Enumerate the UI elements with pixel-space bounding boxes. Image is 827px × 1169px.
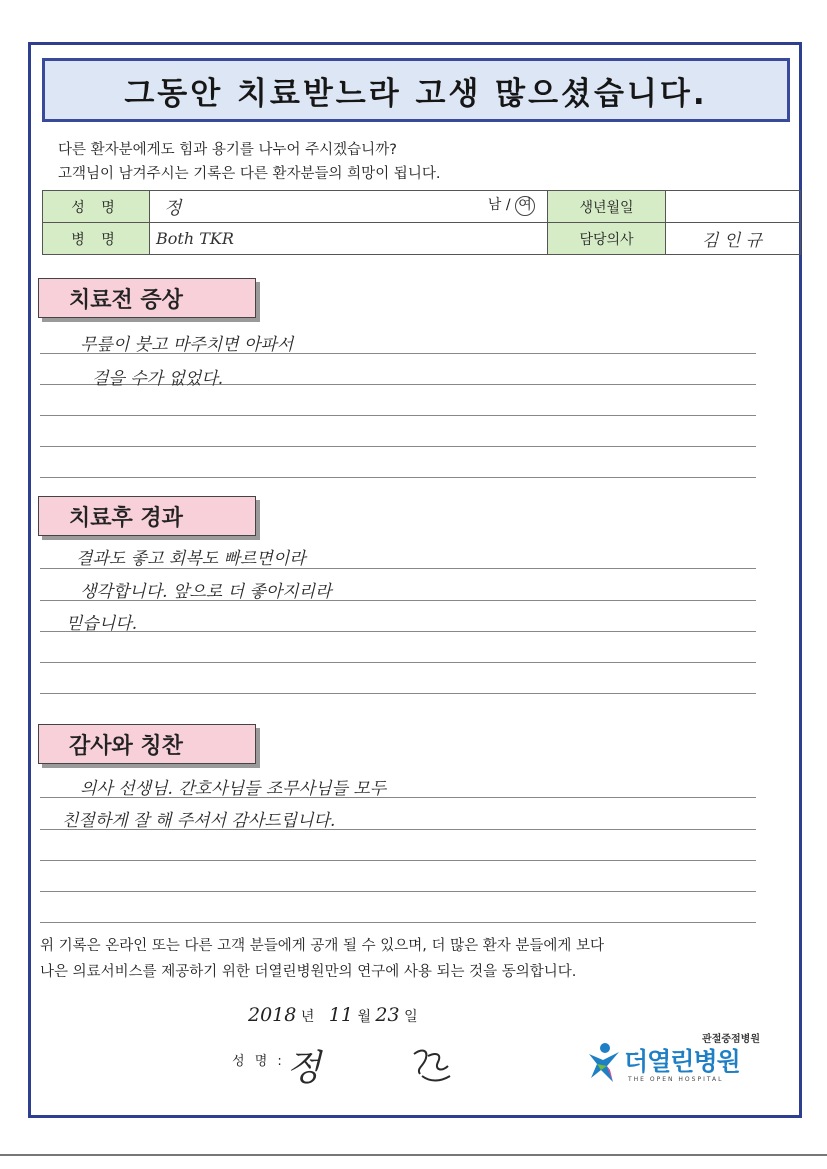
- doctor-label: 담당의사: [548, 223, 666, 255]
- disease-field[interactable]: [150, 223, 548, 255]
- disease-value: Both TKR: [156, 229, 234, 248]
- birth-field[interactable]: [666, 191, 801, 223]
- patient-info-table: [42, 190, 801, 255]
- name-label: 성 명: [43, 191, 150, 223]
- rule-line: [40, 631, 756, 632]
- rule-line: [40, 922, 756, 923]
- person-figure-icon: [586, 1040, 622, 1084]
- gender-female-circled[interactable]: 여: [515, 196, 535, 216]
- rule-line: [40, 662, 756, 663]
- date-year-unit: 년: [300, 1009, 315, 1025]
- date-day-unit: 일: [404, 1009, 418, 1025]
- signature-scribble: [408, 1046, 456, 1086]
- gender-male[interactable]: 남: [487, 196, 502, 213]
- date-month-unit: 월: [357, 1009, 371, 1025]
- rule-line: [40, 446, 756, 447]
- page-bottom-edge: [0, 1154, 827, 1156]
- section-before-label: 치료전 증상: [38, 278, 256, 318]
- signature-label: 성 명 :: [232, 1054, 285, 1069]
- gender-slash: /: [505, 196, 511, 213]
- rule-line: [40, 415, 756, 416]
- intro-line-1: 다른 환자분에게도 힘과 용기를 나누어 주시겠습니까?: [58, 142, 397, 158]
- rule-line: [40, 477, 756, 478]
- name-field[interactable]: [150, 191, 548, 223]
- date-year: 2018: [248, 1004, 297, 1026]
- birth-label: 생년월일: [548, 191, 666, 223]
- intro-line-2: 고객님이 남겨주시는 기록은 다른 환자분들의 희망이 됩니다.: [58, 166, 441, 182]
- rule-line: [40, 860, 756, 861]
- section-after-label: 치료후 경과: [38, 496, 256, 536]
- thanks-line-1: 의사 선생님. 간호사님들 조무사님들 모두: [80, 779, 387, 799]
- logo-tagline: 관절중점병원: [702, 1034, 760, 1045]
- name-value: 정: [164, 197, 182, 219]
- thanks-line-2: 친절하게 잘 해 주셔서 감사드립니다.: [62, 811, 336, 831]
- logo-english: THE OPEN HOSPITAL: [628, 1076, 724, 1083]
- hospital-logo: [584, 1030, 764, 1090]
- signature-name[interactable]: 정: [286, 1048, 321, 1089]
- consent-line-1: 위 기록은 온라인 또는 다른 고객 분들에게 공개 될 수 있으며, 더 많은 환자 분들에게 보다: [40, 938, 604, 954]
- date-month: 11: [328, 1004, 353, 1026]
- rule-line: [40, 693, 756, 694]
- doctor-value: 김 인 규: [702, 231, 763, 251]
- before-line-1: 무릎이 붓고 마주치면 아파서: [80, 335, 294, 355]
- disease-label: 병 명: [43, 223, 150, 255]
- before-line-2: 걸을 수가 없었다.: [92, 369, 224, 389]
- doctor-field[interactable]: [666, 223, 801, 255]
- form-title: 그동안 치료받느라 고생 많으셨습니다.: [124, 75, 708, 112]
- after-line-3: 믿습니다.: [66, 614, 138, 634]
- after-line-2: 생각합니다. 앞으로 더 좋아지리라: [80, 582, 332, 602]
- gender-selector[interactable]: [488, 194, 535, 216]
- title-banner: [42, 58, 790, 122]
- logo-name: 더열린병원: [624, 1047, 740, 1076]
- date-field[interactable]: [248, 1004, 418, 1026]
- section-thanks-label: 감사와 칭찬: [38, 724, 256, 764]
- rule-line: [40, 891, 756, 892]
- date-day: 23: [375, 1004, 400, 1026]
- after-line-1: 결과도 좋고 회복도 빠르면이라: [76, 549, 306, 569]
- consent-line-2: 나은 의료서비스를 제공하기 위한 더열린병원만의 연구에 사용 되는 것을 동의합니다.: [40, 964, 577, 980]
